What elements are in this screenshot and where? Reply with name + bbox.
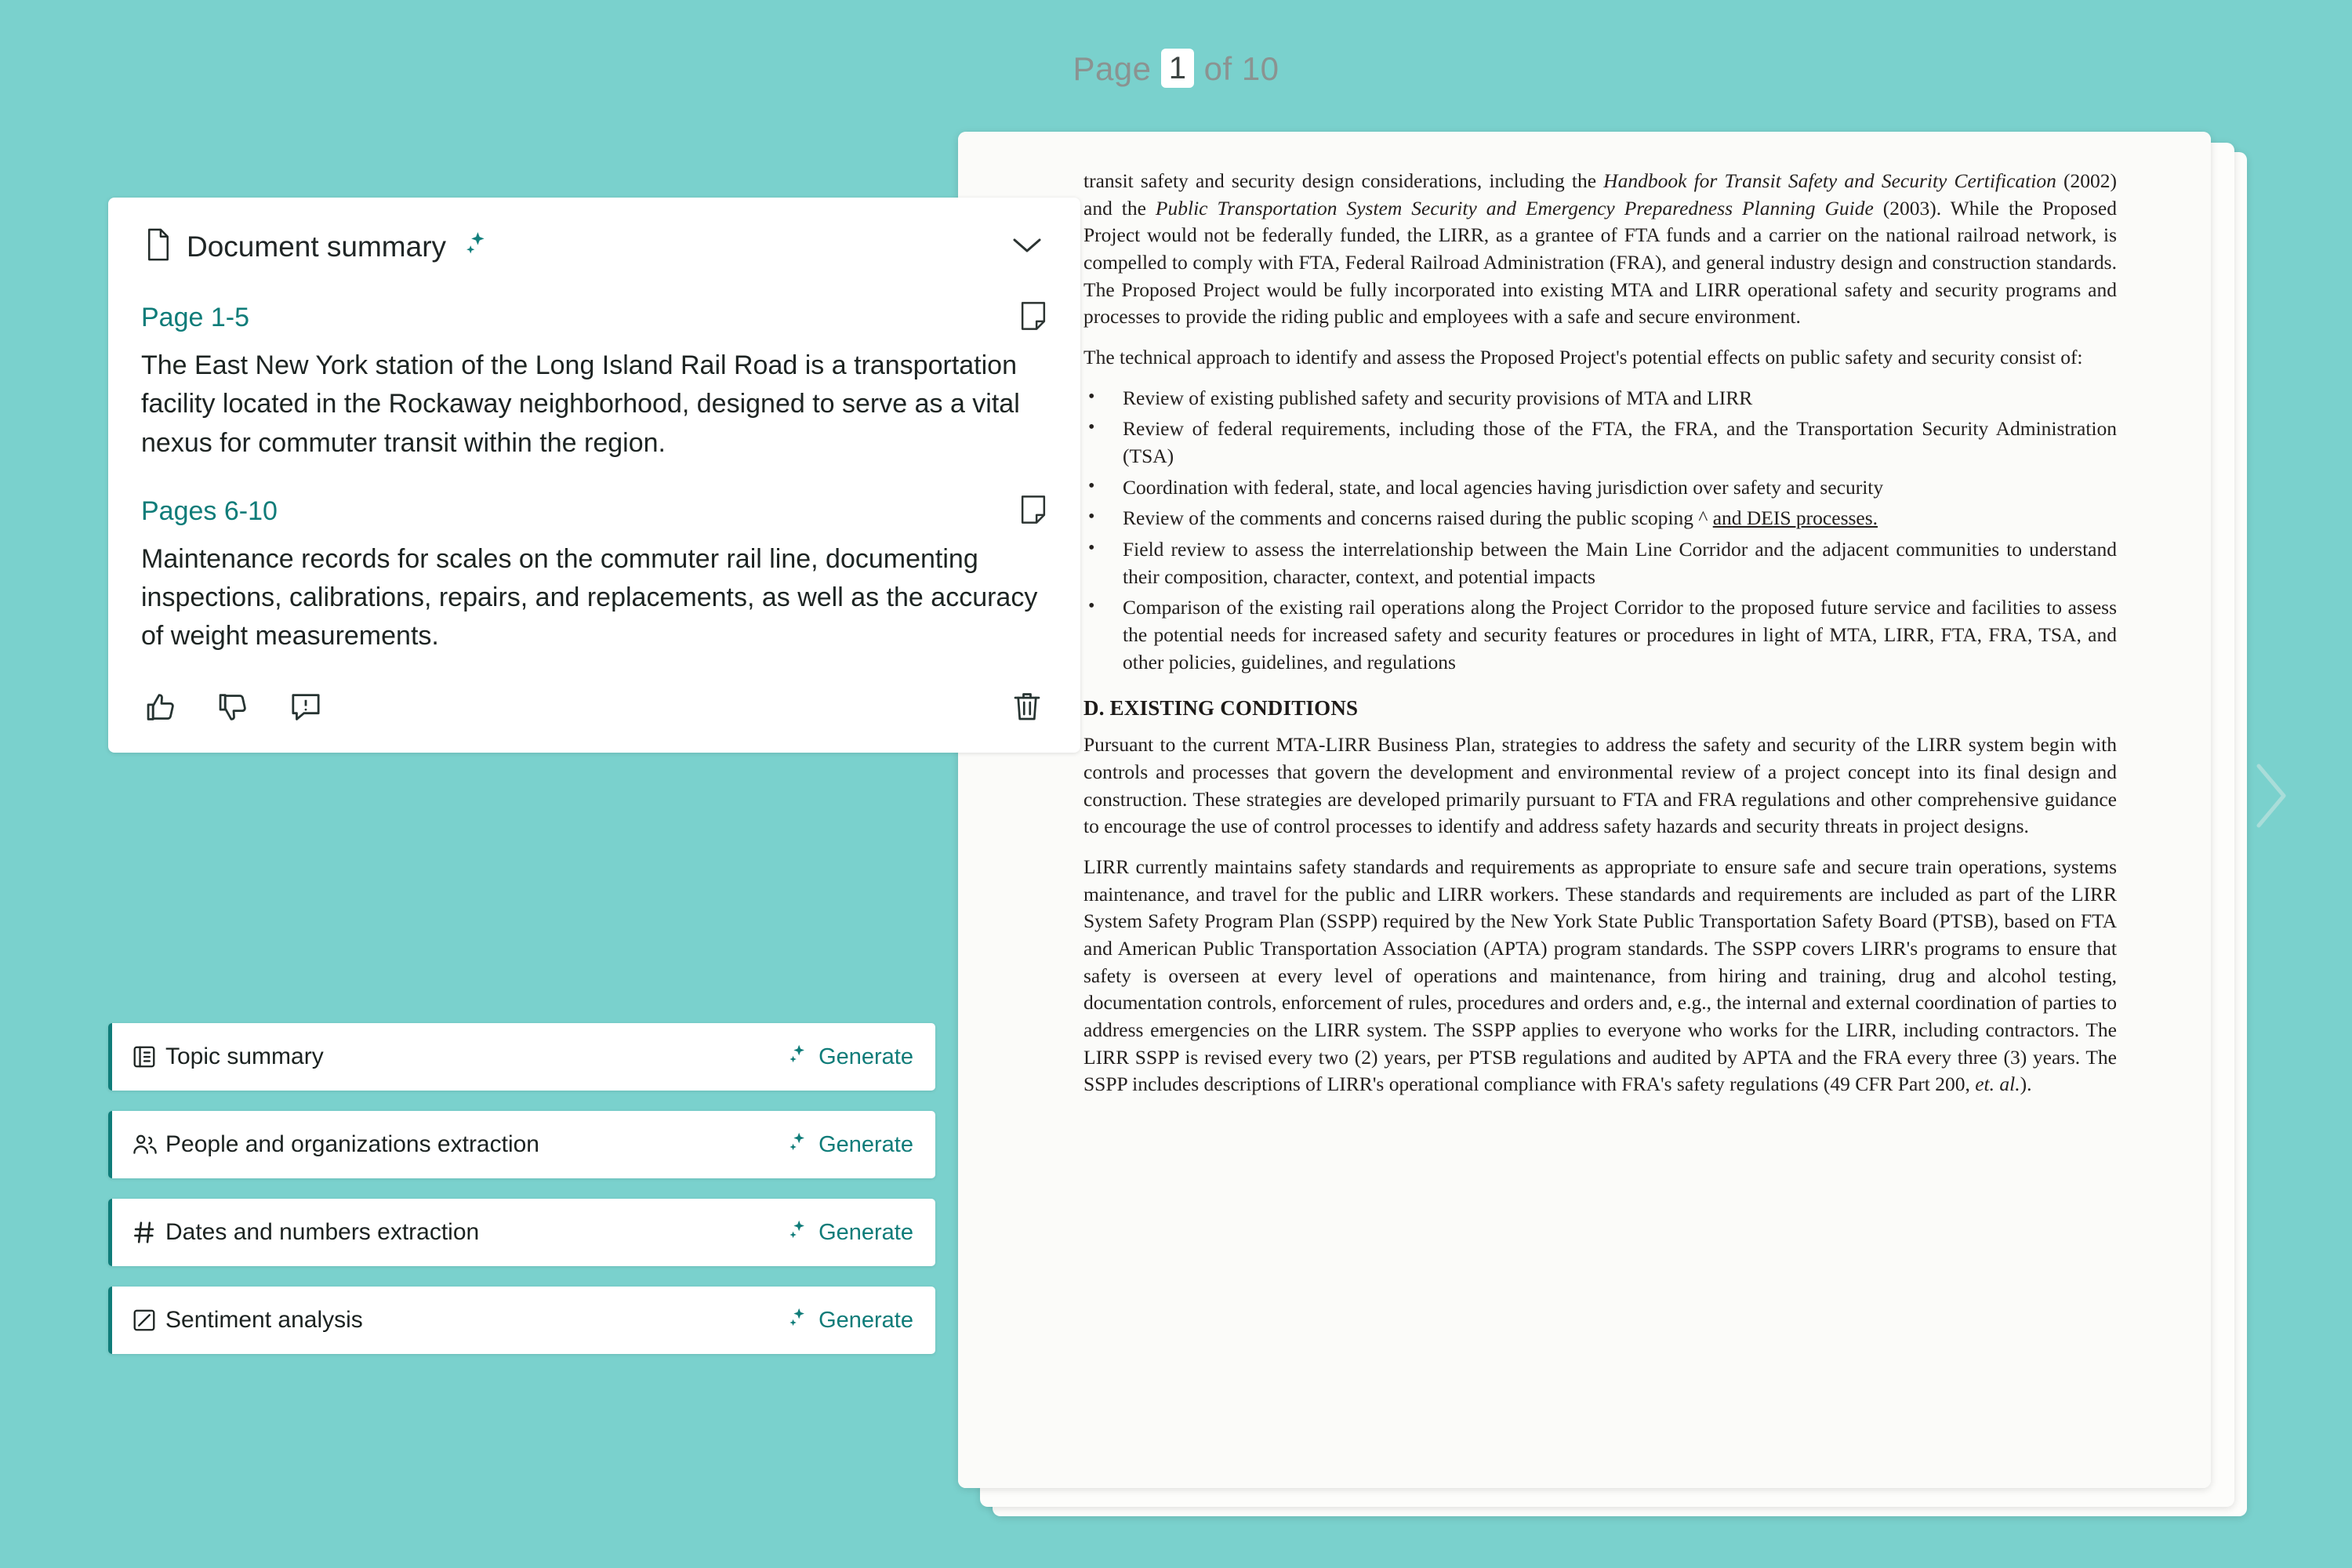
pager-total: of 10 xyxy=(1203,50,1279,87)
doc-bullet: • Review of federal requirements, including those of the FTA, the FRA, and the Transportation Security Administration (TSA) xyxy=(1083,416,2117,470)
generate-row-label: Topic summary xyxy=(165,1044,324,1069)
document-summary-card xyxy=(108,198,1080,753)
note-icon[interactable] xyxy=(1019,300,1047,336)
doc-bullet: • Coordination with federal, state, and local agencies having jurisdiction over safety and security xyxy=(1083,474,2117,502)
summary-actions xyxy=(141,680,1047,734)
doc-section-heading: D. EXISTING CONDITIONS xyxy=(1083,696,1359,720)
pager xyxy=(0,49,2352,88)
document-sheet-front xyxy=(958,132,2211,1488)
sparkle-icon xyxy=(787,1219,809,1247)
thumbs-down-icon[interactable] xyxy=(218,691,249,727)
doc-bullet: • Review of existing published safety and security provisions of MTA and LIRR xyxy=(1083,385,2117,412)
hash-icon xyxy=(132,1221,165,1244)
chevron-right-icon[interactable] xyxy=(2242,753,2297,839)
note-icon[interactable] xyxy=(1019,494,1047,529)
generate-row-dates-numbers[interactable] xyxy=(108,1199,935,1266)
generate-row-sentiment-analysis[interactable] xyxy=(108,1287,935,1354)
trash-icon[interactable] xyxy=(1011,691,1043,728)
generate-row-label: People and organizations extraction xyxy=(165,1131,539,1157)
generate-button[interactable] xyxy=(787,1307,913,1334)
generate-row-topic-summary[interactable] xyxy=(108,1023,935,1091)
generate-button[interactable] xyxy=(787,1131,913,1159)
doc-bullet-list xyxy=(1083,385,2117,677)
pager-current-page[interactable]: 1 xyxy=(1161,49,1195,88)
pager-label: Page xyxy=(1073,50,1152,87)
generate-button-label: Generate xyxy=(818,1307,913,1333)
thumbs-up-icon[interactable] xyxy=(146,691,177,727)
document-summary-title: Document summary xyxy=(187,230,447,263)
summary-section-range: Pages 6-10 xyxy=(141,495,278,526)
generate-row-people-organizations[interactable] xyxy=(108,1111,935,1178)
list-icon xyxy=(132,1045,165,1069)
chevron-down-icon[interactable] xyxy=(1010,234,1044,260)
summary-section-header xyxy=(141,300,1047,336)
generate-row-label: Dates and numbers extraction xyxy=(165,1219,480,1245)
comment-icon[interactable] xyxy=(290,691,321,727)
summary-section-header xyxy=(141,494,1047,529)
sparkle-icon xyxy=(463,230,490,263)
doc-paragraph: LIRR currently maintains safety standards and requirements as appropriate to ensure safe and secure train operations, systems maintenance, and travel for the public and LIRR workers. These standards and requirements are included as part of the LIRR System Safety Program Plan (SSPP) required by the New York State Public Transportation Safety Board (PTSB), based on FTA and American Public Transportation Association (APTA) program standards. The SSPP covers LIRR's programs to ensure that safety is overseen at every level of operations and maintenance, from hiring and training, drug and alcohol testing, documentation controls, enforcement of rules, procedures and orders and, e.g., the internal and external coordination of parties to address emergencies on the LIRR system. The SSPP applies to everyone who works for the LIRR, including contractors. The LIRR SSPP is revised every two (2) years, per PTSB regulations and audited by APTA and the FRA every three (3) years. The SSPP includes descriptions of LIRR's operational compliance with FRA's safety regulations (49 CFR Part 200, et. al.). xyxy=(1083,855,2117,1096)
generate-button-label: Generate xyxy=(818,1131,913,1157)
generate-button-label: Generate xyxy=(818,1219,913,1245)
generate-row-label: Sentiment analysis xyxy=(165,1307,363,1333)
doc-paragraph: transit safety and security design considerations, including the Handbook for Transit Safety and Security Certification (2002) and the Public Transportation System Security and Emergency Preparedness Planning Guide (2003). While the Proposed Project would not be federally funded, the LIRR, as a grantee of FTA funds and a carrier on the national railroad network, is compelled to comply with FTA, Federal Railroad Administration (FRA), and general industry design and construction standards. The Proposed Project would be fully incorporated into existing MTA and LIRR operational safety and security programs and processes to provide the riding public and employees with a safe and secure environment. xyxy=(1083,169,2118,328)
sparkle-icon xyxy=(787,1307,809,1334)
generate-tools-list xyxy=(108,1023,935,1374)
document-icon xyxy=(144,227,172,266)
sparkle-icon xyxy=(787,1131,809,1159)
summary-section-range: Page 1-5 xyxy=(141,303,249,332)
doc-paragraph: The technical approach to identify and assess the Proposed Project's potential effects on public safety and security consist of: xyxy=(1083,346,2083,369)
people-icon xyxy=(132,1133,165,1156)
document-summary-header xyxy=(141,221,1047,286)
summary-section-body: The East New York station of the Long Island Rail Road is a transportation facility located in the Rockaway neighborhood, designed to serve as a vital nexus for commuter transit within the region. xyxy=(141,350,1020,458)
doc-bullet-tracked-change: • Review of the comments and concerns raised during the public scoping ^ and DEIS processes. xyxy=(1083,505,2117,532)
generate-button[interactable] xyxy=(787,1219,913,1247)
generate-button-label: Generate xyxy=(818,1044,913,1069)
chart-icon xyxy=(132,1308,165,1332)
doc-bullet: • Comparison of the existing rail operations along the Project Corridor to the proposed future service and facilities to assess the potential needs for increased safety and security features or procedures in light of MTA, LIRR, FTA, FRA, TSA, and other policies, guidelines, and regulations xyxy=(1083,594,2117,676)
doc-bullet: • Field review to assess the interrelationship between the Main Line Corridor and the adjacent communities to understand their composition, character, context, and potential impacts xyxy=(1083,536,2117,590)
generate-button[interactable] xyxy=(787,1044,913,1071)
document-page[interactable] xyxy=(958,132,2211,1488)
summary-section-body: Maintenance records for scales on the commuter rail line, documenting inspections, calibrations, repairs, and replacements, as well as the accuracy of weight measurements. xyxy=(141,543,1038,652)
sparkle-icon xyxy=(787,1044,809,1071)
doc-paragraph: Pursuant to the current MTA-LIRR Business Plan, strategies to address the safety and security of the LIRR system begin with controls and processes that govern the development and environmental review of a project concept into its final design and construction. These strategies are developed primarily pursuant to FTA and FRA regulations and other comprehensive guidance to encourage the use of control processes to identify and address safety hazards and security threats in project designs. xyxy=(1083,733,2117,838)
